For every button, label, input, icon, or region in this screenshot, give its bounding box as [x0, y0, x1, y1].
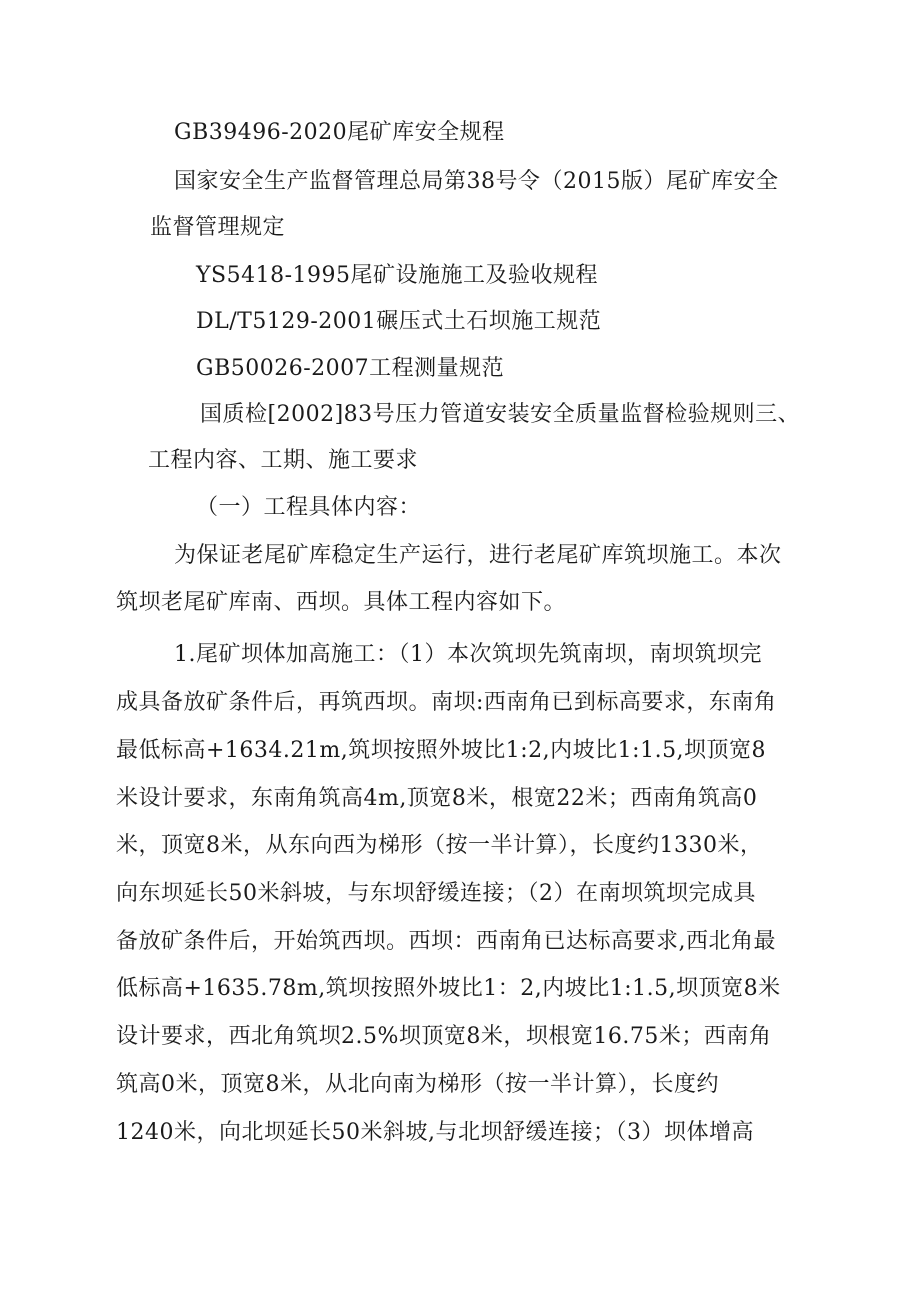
body-paragraph-2-line-2: 成具备放矿条件后，再筑西坝。南坝:西南角已到标高要求，东南角	[116, 690, 777, 715]
subsection-heading: （一）工程具体内容：	[196, 495, 422, 520]
body-paragraph-2-line-1: 1.尾矿坝体加高施工：（1）本次筑坝先筑南坝，南坝筑坝完	[174, 642, 762, 667]
reference-standard-ys5418: YS5418-1995尾矿设施施工及验收规程	[196, 263, 599, 288]
body-paragraph-2-line-11: 1240米，向北坝延长50米斜坡,与北坝舒缓连接；（3）坝体增高	[116, 1120, 754, 1145]
body-paragraph-2-line-10: 筑高0米，顶宽8米，从北向南为梯形（按一半计算），长度约	[116, 1072, 719, 1097]
body-paragraph-2-line-4: 米设计要求，东南角筑高4m,顶宽8米，根宽22米；西南角筑高0	[116, 786, 758, 811]
body-paragraph-2-line-3: 最低标高+1634.21m,筑坝按照外坡比1:2,内坡比1:1.5,坝顶宽8	[116, 738, 767, 763]
body-paragraph-1-line-2: 筑坝老尾矿库南、西坝。具体工程内容如下。	[116, 590, 567, 615]
reference-regulation-83-line-1: 国质检[2002]83号压力管道安装安全质量监督检验规则三、	[200, 402, 801, 427]
body-paragraph-1-line-1: 为保证老尾矿库稳定生产运行，进行老尾矿库筑坝施工。本次	[174, 543, 782, 568]
reference-order-38-line-1: 国家安全生产监督管理总局第38号令（2015版）尾矿库安全	[174, 169, 779, 194]
reference-order-38-line-2: 监督管理规定	[150, 215, 286, 240]
reference-standard-dlt5129: DL/T5129-2001碾压式土石坝施工规范	[196, 309, 602, 334]
reference-standard-gb50026: GB50026-2007工程测量规范	[196, 356, 505, 381]
body-paragraph-2-line-8: 低标高+1635.78m,筑坝按照外坡比1：2,内坡比1:1.5,坝顶宽8米	[116, 976, 781, 1001]
reference-standard-gb39496: GB39496-2020尾矿库安全规程	[174, 120, 505, 145]
body-paragraph-2-line-7: 备放矿条件后，开始筑西坝。西坝：西南角已达标高要求,西北角最	[116, 929, 776, 954]
section-heading: 工程内容、工期、施工要求	[148, 448, 419, 473]
body-paragraph-2-line-9: 设计要求，西北角筑坝2.5%坝顶宽8米，坝根宽16.75米；西南角	[116, 1024, 772, 1049]
body-paragraph-2-line-5: 米，顶宽8米，从东向西为梯形（按一半计算），长度约1330米，	[116, 833, 763, 858]
body-paragraph-2-line-6: 向东坝延长50米斜坡，与东坝舒缓连接；（2）在南坝筑坝完成具	[116, 881, 756, 906]
